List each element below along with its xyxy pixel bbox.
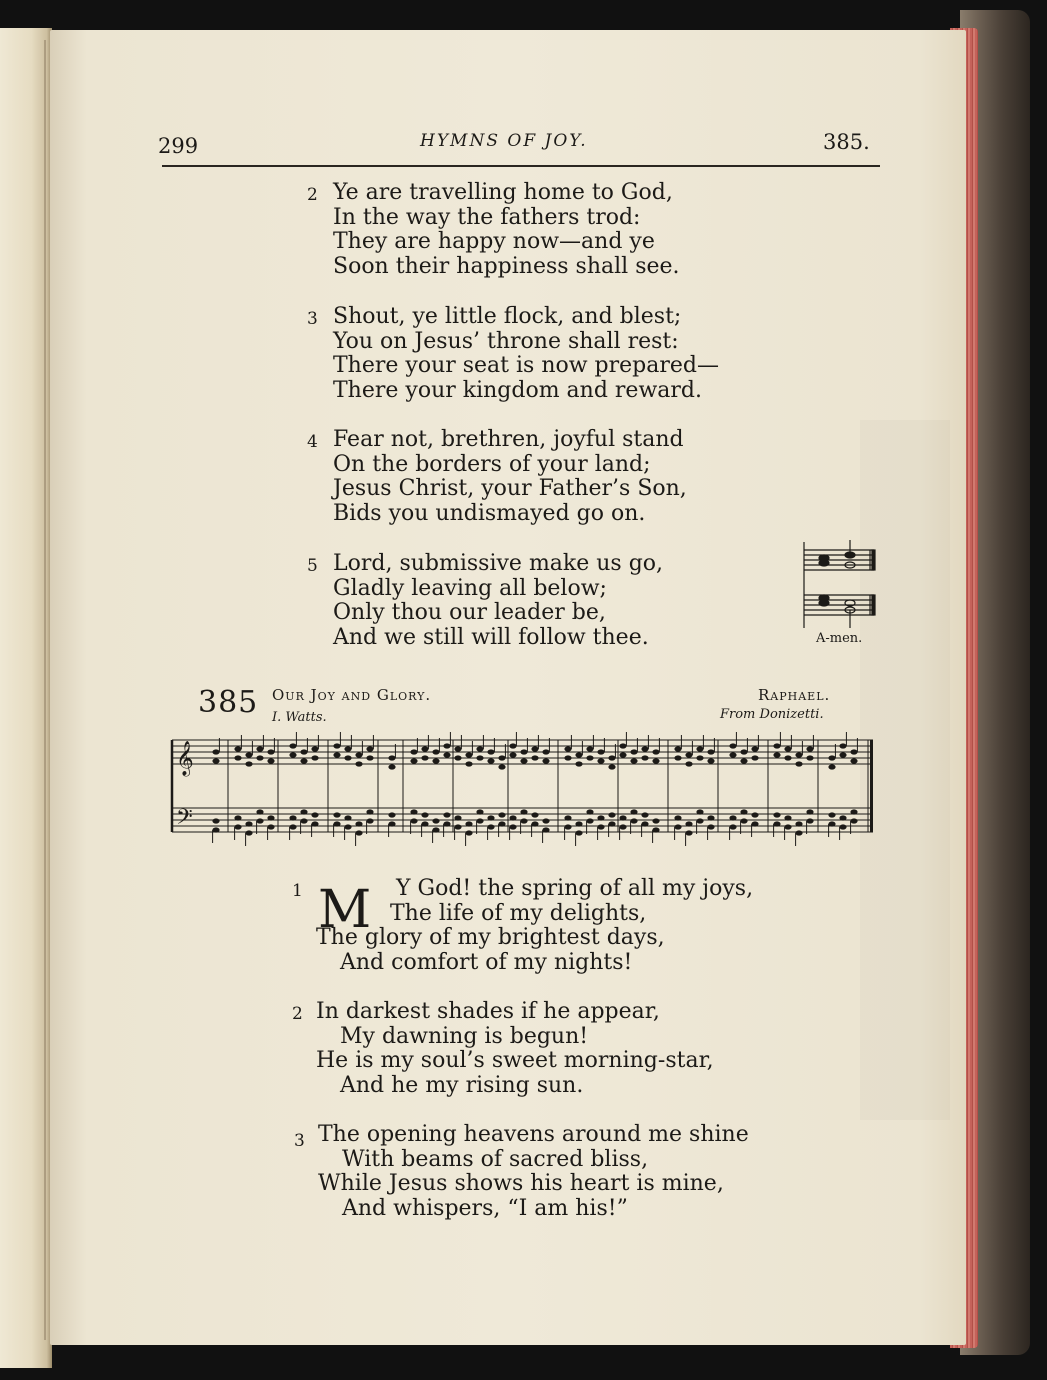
verse-line: Y God! the spring of all my joys, [396, 876, 754, 901]
tune-name: Raphael. [758, 686, 831, 704]
verse-1 [292, 876, 754, 975]
verse-line: In the way the fathers trod: [333, 204, 641, 230]
verse-prev-3 [307, 304, 719, 403]
verse-line: Jesus Christ, your Father’s Son, [333, 476, 687, 501]
verse-number: 4 [307, 432, 318, 452]
verse-line: The opening heavens around me shine [318, 1122, 749, 1147]
hymn-number: 385 [198, 685, 259, 720]
verse-line: The life of my delights, [390, 900, 647, 926]
svg-text:𝄢: 𝄢 [176, 805, 193, 835]
amen-score-icon [802, 540, 878, 630]
music-score-icon [168, 728, 878, 856]
verse-line: Bids you undismayed go on. [333, 500, 646, 526]
verse-number: 1 [292, 881, 303, 901]
verse-line: And he my rising sun. [340, 1072, 584, 1098]
verse-line: And comfort of my nights! [340, 949, 633, 975]
gutter-shadow [44, 40, 46, 1340]
verse-prev-5 [307, 551, 664, 650]
running-title: HYMNS OF JOY. [420, 131, 588, 151]
verse-line: You on Jesus’ throne shall rest: [333, 328, 679, 354]
hymn-title: Our Joy and Glory. [272, 686, 432, 704]
page-number: 299 [158, 134, 199, 158]
verse-line: There your seat is now prepared— [333, 353, 719, 378]
verse-line: With beams of sacred bliss, [342, 1146, 649, 1172]
verse-line: The glory of my brightest days, [316, 925, 665, 950]
verse-3 [294, 1122, 749, 1221]
verse-prev-2 [307, 180, 680, 279]
verse-number: 2 [292, 1004, 303, 1024]
verse-line: He is my soul’s sweet morning-star, [316, 1048, 714, 1073]
verse-line: Ye are travelling home to God, [333, 180, 673, 205]
verse-prev-4 [307, 427, 687, 526]
verse-line: Gladly leaving all below; [333, 575, 607, 601]
verse-line: Fear not, brethren, joyful stand [333, 427, 684, 452]
svg-text:𝄞: 𝄞 [176, 741, 194, 776]
verse-line: In darkest shades if he appear, [316, 999, 660, 1024]
verse-line: My dawning is begun! [340, 1023, 589, 1049]
verse-line: Shout, ye little flock, and blest; [333, 304, 682, 329]
verse-line: They are happy now—and ye [333, 229, 655, 254]
hymn-author: I. Watts. [272, 710, 327, 725]
verse-line: Soon their happiness shall see. [333, 253, 680, 279]
drop-cap: M [318, 880, 372, 940]
header-hymn-number: 385. [823, 130, 870, 154]
verse-line: While Jesus shows his heart is mine, [318, 1171, 724, 1196]
verse-line: And we still will follow thee. [333, 624, 649, 650]
header-rule [162, 165, 880, 167]
verse-number: 2 [307, 185, 318, 205]
verse-number: 3 [294, 1131, 305, 1151]
verse-line: And whispers, “I am his!” [342, 1195, 628, 1221]
verse-number: 3 [307, 309, 318, 329]
verse-2 [292, 999, 714, 1098]
verse-number: 5 [307, 556, 318, 576]
verse-line: On the borders of your land; [333, 451, 651, 477]
verse-line: Lord, submissive make us go, [333, 551, 664, 576]
amen-label: A-men. [816, 631, 863, 646]
verse-line: There your kingdom and reward. [333, 377, 702, 403]
verse-line: Only thou our leader be, [333, 600, 606, 625]
tune-source: From Donizetti. [720, 707, 824, 722]
